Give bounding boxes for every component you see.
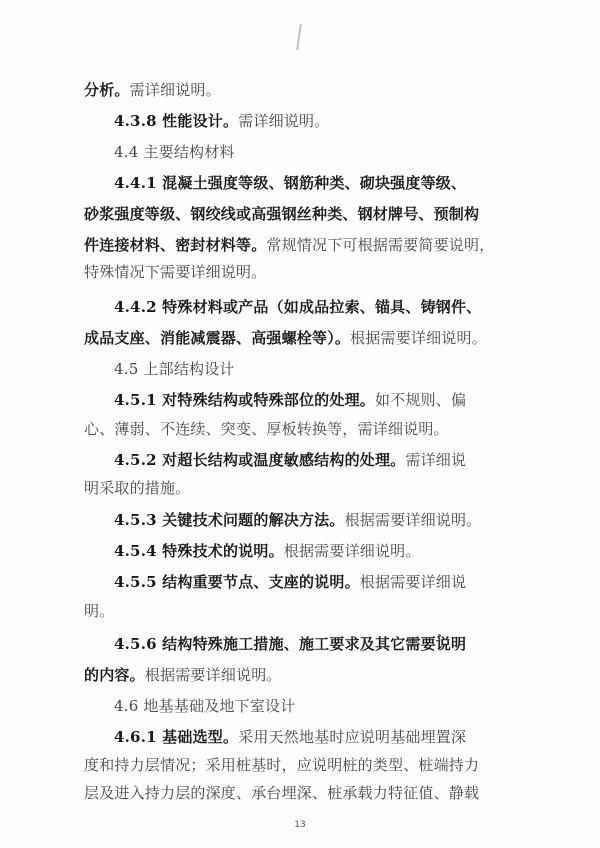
bold-text: 件连接材料、密封材料等。 — [84, 236, 267, 254]
body-text: 根据需要详细说明。 — [283, 542, 421, 560]
body-text: 度和持力层情况；采用桩基时，应说明桩的类型、桩端持力 — [84, 756, 480, 774]
body-text: 心、薄弱、不连续、突变、厚板转换等，需详细说明。 — [84, 420, 449, 438]
body-text: 根据需要详细说明。 — [350, 329, 487, 347]
body-text: 根据需要详细说 — [359, 573, 467, 591]
text-line — [84, 262, 516, 282]
text-line — [84, 419, 516, 439]
scan-artifact-mark — [296, 24, 302, 50]
section-heading — [114, 359, 516, 379]
text-line — [84, 204, 516, 224]
body-text: 特殊情况下需要详细说明。 — [84, 263, 267, 281]
text-line — [114, 173, 516, 193]
text-line — [114, 572, 516, 592]
body-text: 常规情况下可根据需要简要说明， — [266, 236, 495, 254]
body-text: 需详细说 — [405, 451, 467, 469]
text-line — [114, 727, 516, 747]
text-line — [114, 634, 516, 654]
text-line — [114, 450, 516, 470]
text-line — [114, 541, 516, 561]
section-heading — [114, 696, 516, 716]
section-heading — [114, 142, 516, 162]
bold-text: 4.5.2 对超长结构或温度敏感结构的处理。 — [114, 451, 406, 469]
text-line — [114, 390, 516, 410]
bold-text: 4.5.1 对特殊结构或特殊部位的处理。 — [114, 391, 375, 409]
bold-text: 4.5.5 结构重要节点、支座的说明。 — [114, 573, 360, 591]
body-text: 根据需要详细说明。 — [144, 666, 282, 684]
body-text: 根据需要详细说明。 — [344, 511, 482, 529]
text-line — [84, 783, 516, 803]
body-text: 如不规则、偏 — [374, 391, 467, 409]
body-text: 层及进入持力层的深度、承台埋深、桩承载力特征值、静载 — [84, 784, 480, 802]
body-text: 4.6 地基基础及地下室设计 — [114, 697, 296, 715]
body-text: 4.4 主要结构材料 — [114, 143, 235, 161]
body-text: 需详细说明。 — [238, 112, 330, 130]
bold-text: 4.5.4 特殊技术的说明。 — [114, 542, 284, 560]
body-text: 明。 — [84, 602, 115, 620]
bold-text: 4.3.8 性能设计。 — [114, 112, 239, 130]
text-line — [114, 297, 516, 317]
bold-text: 的内容。 — [84, 666, 145, 684]
text-line — [84, 601, 516, 621]
text-line — [114, 510, 516, 530]
bold-text: 4.6.1 基础选型。 — [114, 728, 239, 746]
page-number: 13 — [294, 820, 306, 830]
body-text: 需详细说明。 — [129, 81, 221, 99]
bold-text: 4.5.3 关键技术问题的解决方法。 — [114, 511, 345, 529]
bold-text: 砂浆强度等级、钢绞线或高强钢丝种类、钢材牌号、预制构 — [84, 205, 480, 223]
bold-text: 4.4.1 混凝土强度等级、钢筋种类、砌块强度等级、 — [114, 174, 467, 192]
text-line — [84, 80, 516, 100]
bold-text: 4.4.2 特殊材料或产品（如成品拉索、锚具、铸钢件、 — [114, 298, 482, 316]
text-line — [84, 328, 516, 348]
text-line — [84, 755, 516, 775]
bold-text: 成品支座、消能减震器、高强螺栓等）。 — [84, 329, 351, 347]
body-text: 采用天然地基时应说明基础埋置深 — [238, 728, 467, 746]
text-line — [114, 111, 516, 131]
text-line — [84, 478, 516, 498]
body-text: 4.5 上部结构设计 — [114, 360, 235, 378]
text-line — [84, 235, 516, 255]
bold-text: 4.5.6 结构特殊施工措施、施工要求及其它需要说明 — [114, 635, 467, 653]
body-text: 明采取的措施。 — [84, 479, 191, 497]
text-line — [84, 665, 516, 685]
bold-text: 分析。 — [84, 81, 130, 99]
